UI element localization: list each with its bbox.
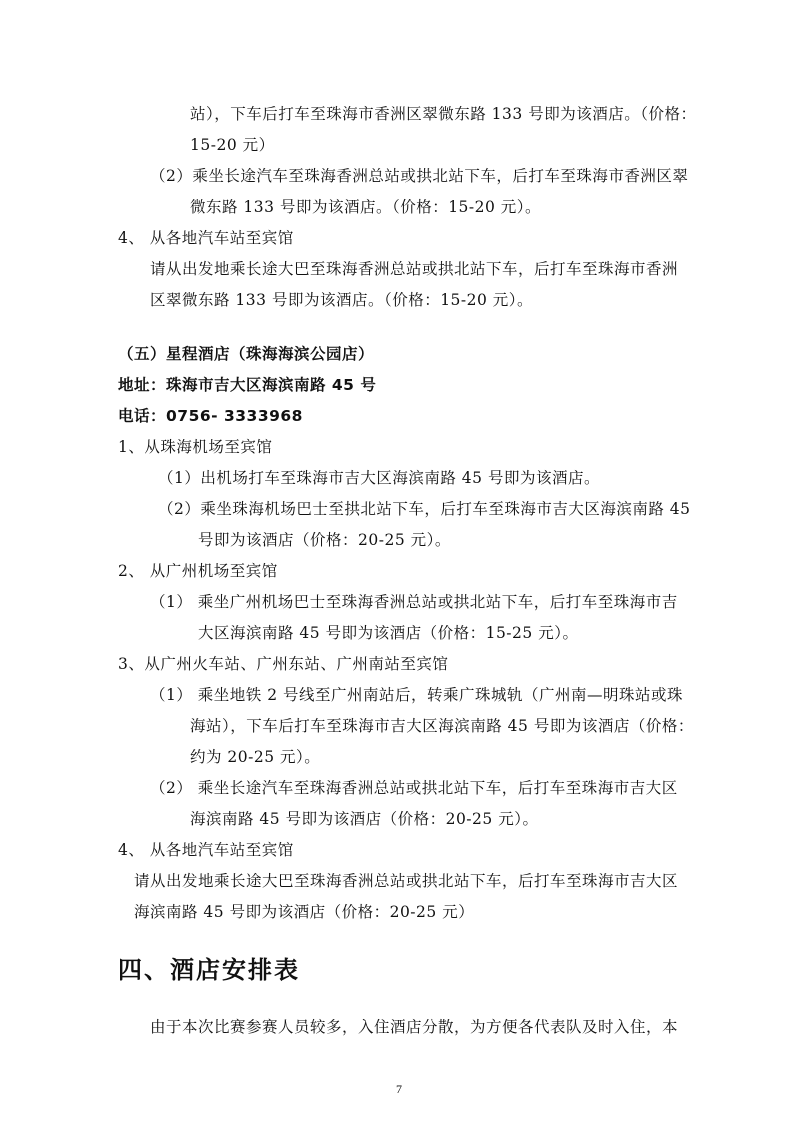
route1-opt2-line2: 号即为该酒店（价格：20-25 元）。 [198,531,451,549]
route3-opt2-line2: 海滨南路 45 号即为该酒店（价格：20-25 元）。 [190,810,539,828]
route1-opt2-line1: （2）乘坐珠海机场巴士至拱北站下车，后打车至珠海市吉大区海滨南路 45 [158,500,691,518]
route4-text-line2: 海滨南路 45 号即为该酒店（价格：20-25 元） [134,903,475,921]
route3-heading: 3、从广州火车站、广州东站、广州南站至宾馆 [118,655,449,673]
route1-heading: 1、从珠海机场至宾馆 [118,438,273,456]
section-heading: 四、酒店安排表 [118,956,300,984]
hotel-phone: 电话：0756- 3333968 [118,407,303,425]
hotel-address: 地址：珠海市吉大区海滨南路 45 号 [118,376,377,394]
route2-opt1-line1: （1） 乘坐广州机场巴士至珠海香洲总站或拱北站下车，后打车至珠海市吉 [150,593,678,611]
route3-opt1-line3: 约为 20-25 元）。 [190,748,321,766]
prev-item3-opt1-line1: 站），下车后打车至珠海市香洲区翠微东路 133 号即为该酒店。（价格： [190,105,697,123]
route1-opt1: （1）出机场打车至珠海市吉大区海滨南路 45 号即为该酒店。 [158,469,600,487]
prev-item4-text-line2: 区翠微东路 133 号即为该酒店。（价格：15-20 元）。 [150,291,534,309]
route2-opt1-line2: 大区海滨南路 45 号即为该酒店（价格：15-25 元）。 [198,624,579,642]
prev-item3-opt2-line1: （2）乘坐长途汽车至珠海香洲总站或拱北站下车，后打车至珠海市香洲区翠 [150,167,689,185]
prev-item4-heading: 4、 从各地汽车站至宾馆 [118,229,294,247]
route4-heading: 4、 从各地汽车站至宾馆 [118,841,294,859]
route2-heading: 2、 从广州机场至宾馆 [118,562,278,580]
section-intro: 由于本次比赛参赛人员较多，入住酒店分散，为方便各代表队及时入住，本 [150,1018,679,1036]
prev-item3-opt1-line2: 15-20 元） [190,136,275,154]
prev-item3-opt2-line2: 微东路 133 号即为该酒店。（价格：15-20 元）。 [190,198,542,216]
route3-opt1-line2: 海站），下车后打车至珠海市吉大区海滨南路 45 号即为该酒店（价格： [190,717,694,735]
route3-opt2-line1: （2） 乘坐长途汽车至珠海香洲总站或拱北站下车，后打车至珠海市吉大区 [150,779,678,797]
route3-opt1-line1: （1） 乘坐地铁 2 号线至广州南站后，转乘广珠城轨（广州南—明珠站或珠 [150,686,684,704]
route4-text-line1: 请从出发地乘长途大巴至珠海香洲总站或拱北站下车，后打车至珠海市吉大区 [134,872,679,890]
page-number: 7 [396,1082,402,1096]
hotel-title: （五）星程酒店（珠海海滨公园店） [118,345,375,363]
prev-item4-text-line1: 请从出发地乘长途大巴至珠海香洲总站或拱北站下车，后打车至珠海市香洲 [150,260,679,278]
